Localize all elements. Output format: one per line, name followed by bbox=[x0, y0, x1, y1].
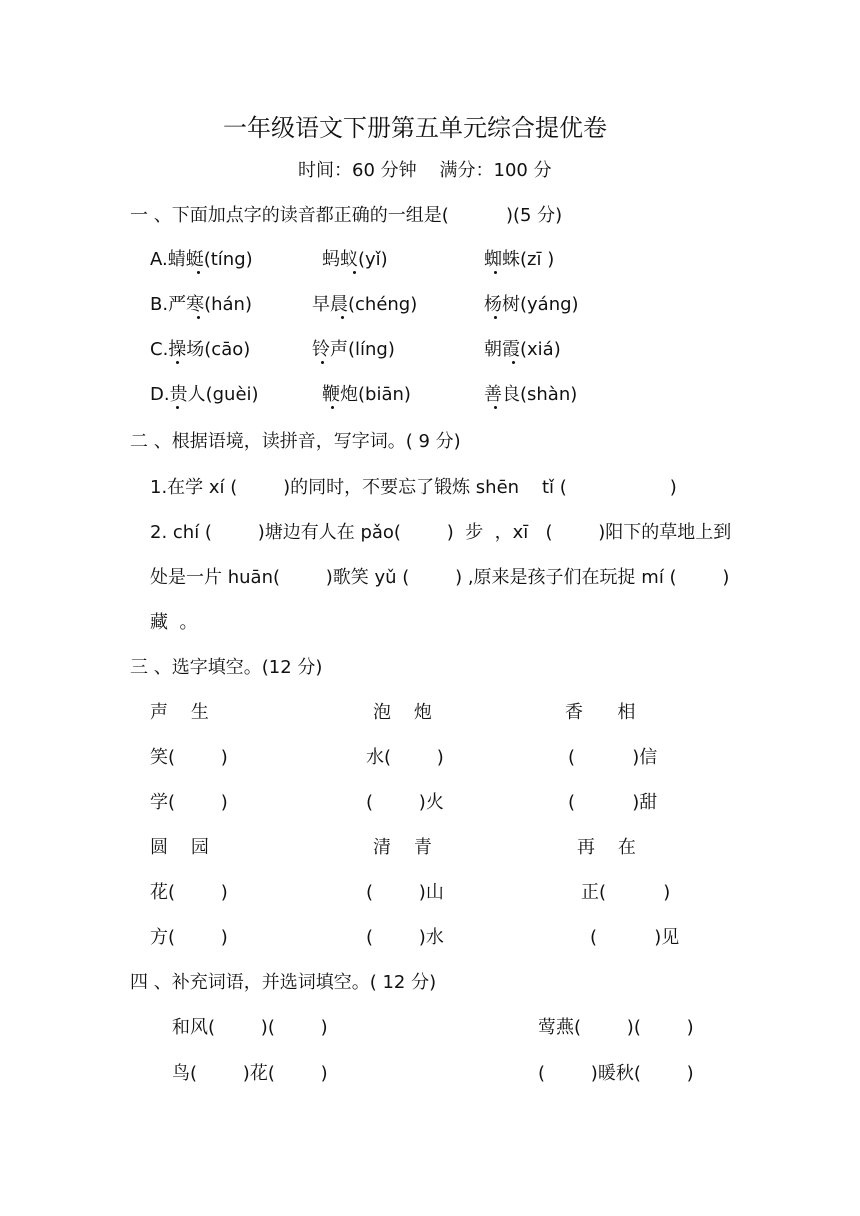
fill-item: 花( ) bbox=[150, 882, 228, 903]
fill-item: 方( ) bbox=[150, 927, 228, 948]
fill-item: 学( ) bbox=[150, 792, 228, 813]
section2-line-2: 2. chí ( )塘边有人在 pǎo( ) 步 ，xī ( )阳下的草地上到 bbox=[150, 522, 732, 543]
section1-heading: 一 、下面加点字的读音都正确的一组是( )(5 分) bbox=[130, 205, 563, 226]
page-subtitle: 时间：60 分钟 满分：100 分 bbox=[298, 160, 552, 181]
section2-line-4: 藏 。 bbox=[150, 612, 198, 633]
phrase-item: 和风( )( ) bbox=[172, 1017, 328, 1038]
option-b-3: 杨树(yáng) bbox=[484, 294, 579, 315]
option-d-1: D.贵人(guèi) bbox=[150, 384, 259, 405]
emphasis-dot bbox=[331, 406, 334, 409]
emphasis-dot bbox=[494, 271, 497, 274]
option-d-2: 鞭炮(biān) bbox=[322, 384, 411, 405]
phrase-item: 鸟( )花( ) bbox=[172, 1063, 328, 1084]
fill-item: ( )山 bbox=[366, 882, 444, 903]
page-title: 一年级语文下册第五单元综合提优卷 bbox=[223, 114, 607, 142]
option-b-1: B.严寒(hán) bbox=[150, 294, 252, 315]
option-c-1: C.操场(cāo) bbox=[150, 339, 251, 360]
phrase-item: ( )暖秋( ) bbox=[538, 1063, 694, 1084]
emphasis-dot bbox=[176, 361, 179, 364]
fill-item: 水( ) bbox=[366, 747, 444, 768]
char-pair: 香 相 bbox=[565, 702, 636, 723]
option-a-2: 蚂蚁(yǐ) bbox=[322, 249, 388, 270]
section2-line-1: 1.在学 xí ( )的同时，不要忘了锻炼 shēn tǐ ( ) bbox=[150, 477, 677, 498]
emphasis-dot bbox=[197, 316, 200, 319]
section2-heading: 二 、根据语境，读拼音，写字词。( 9 分) bbox=[130, 431, 461, 452]
fill-item: ( )见 bbox=[590, 927, 680, 948]
char-pair: 声 生 bbox=[150, 702, 209, 723]
fill-item: ( )火 bbox=[366, 792, 444, 813]
phrase-item: 莺燕( )( ) bbox=[538, 1017, 694, 1038]
option-c-3: 朝霞(xiá) bbox=[484, 339, 561, 360]
emphasis-dot bbox=[353, 271, 356, 274]
option-c-2: 铃声(líng) bbox=[312, 339, 395, 360]
emphasis-dot bbox=[494, 316, 497, 319]
fill-item: ( )信 bbox=[568, 747, 658, 768]
fill-item: ( )甜 bbox=[568, 792, 658, 813]
char-pair: 圆 园 bbox=[150, 837, 209, 858]
char-pair: 泡 炮 bbox=[373, 702, 432, 723]
section4-heading: 四 、补充词语，并选词填空。( 12 分) bbox=[130, 972, 437, 993]
option-d-3: 善良(shàn) bbox=[484, 384, 578, 405]
option-a-1: A.蜻蜓(tíng) bbox=[150, 249, 253, 270]
emphasis-dot bbox=[512, 361, 515, 364]
emphasis-dot bbox=[197, 271, 200, 274]
char-pair: 再 在 bbox=[577, 837, 636, 858]
option-b-2: 早晨(chéng) bbox=[312, 294, 418, 315]
fill-item: 正( ) bbox=[581, 882, 671, 903]
char-pair: 清 青 bbox=[373, 837, 432, 858]
fill-item: ( )水 bbox=[366, 927, 444, 948]
emphasis-dot bbox=[176, 406, 179, 409]
emphasis-dot bbox=[321, 361, 324, 364]
option-a-3: 蜘蛛(zī ) bbox=[484, 249, 555, 270]
fill-item: 笑( ) bbox=[150, 747, 228, 768]
section2-line-3: 处是一片 huān( )歌笑 yǔ ( ) ,原来是孩子们在玩捉 mí ( ) bbox=[150, 567, 730, 588]
emphasis-dot bbox=[494, 406, 497, 409]
emphasis-dot bbox=[341, 316, 344, 319]
section3-heading: 三 、选字填空。(12 分) bbox=[130, 657, 323, 678]
